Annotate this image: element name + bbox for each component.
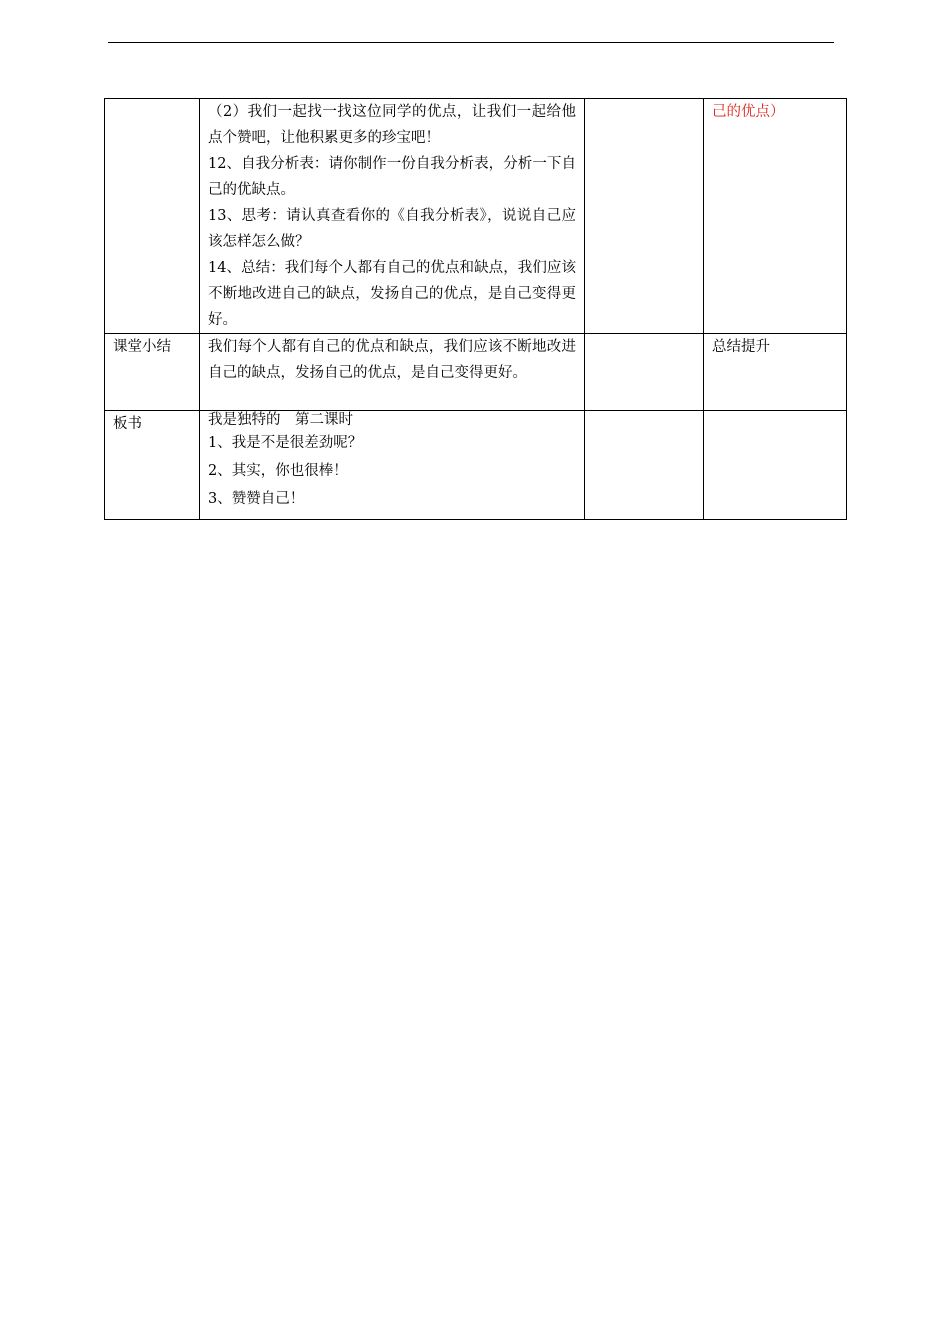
table-row (105, 334, 847, 411)
row-label-cell: 板书 (105, 411, 200, 520)
activity-paragraph: 13、思考：请认真查看你的《自我分析表》，说说自己应该怎样怎么做？ (208, 208, 576, 250)
blackboard-content-cell (200, 411, 585, 520)
summary-paragraph: 我们每个人都有自己的优点和缺点，我们应该不断地改进自己的缺点，发扬自己的优点，是自己变得更好。 (208, 339, 576, 381)
design-intent-cell: 总结提升 (704, 334, 847, 411)
student-activity-cell (585, 99, 704, 334)
activity-paragraph: 14、总结：我们每个人都有自己的优点和缺点，我们应该不断地改进自己的缺点，发扬自己的优点，是自己变得更好。 (208, 260, 576, 328)
table-row (105, 99, 847, 334)
student-activity-cell (585, 411, 704, 520)
blackboard-item: 2、其实，你也很棒！ (208, 463, 348, 479)
student-activity-cell (585, 334, 704, 411)
blackboard-title: 我是独特的 第二课时 (208, 412, 353, 428)
activity-paragraph: 12、自我分析表：请你制作一份自我分析表，分析一下自己的优缺点。 (208, 156, 576, 198)
activity-paragraph: （2）我们一起找一找这位同学的优点，让我们一起给他点个赞吧，让他积累更多的珍宝吧！ (208, 104, 576, 146)
blackboard-item: 1、我是不是很差劲呢？ (208, 435, 363, 451)
summary-content-cell (200, 334, 585, 411)
header-rule (108, 42, 834, 43)
row-label-cell: 课堂小结 (105, 334, 200, 411)
lesson-plan-table (104, 98, 847, 520)
design-intent-cell: 己的优点） (704, 99, 847, 334)
activity-content-cell (200, 99, 585, 334)
row-label-cell (105, 99, 200, 334)
table-row (105, 411, 847, 520)
design-intent-cell (704, 411, 847, 520)
blackboard-item: 3、赞赞自己！ (208, 491, 305, 507)
